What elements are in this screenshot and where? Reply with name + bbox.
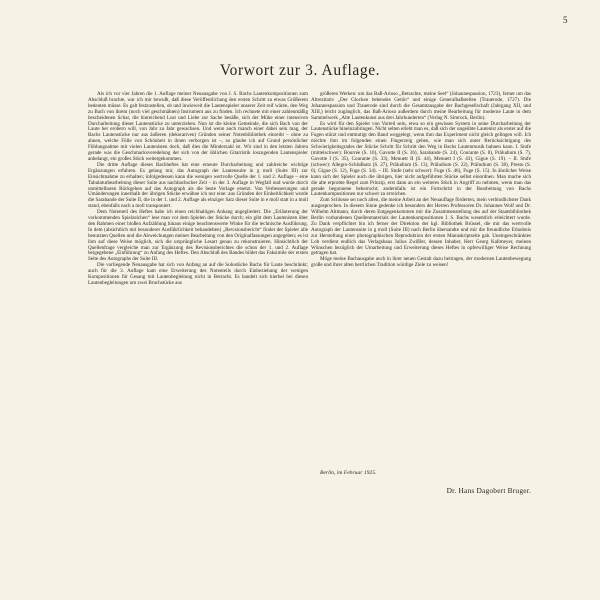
paragraph: Die vorliegende Neuausgabe hat sich von Anfang an auf die Solostücke Bachs für Laute beschränkt; auch für die 3. Auflage kam eine Erweiterung des Notenteils durch Einbeziehung der wenigen Kompositionen für Gesang mit Lautenbegleitung nicht in Betracht. Es handelt sich hierbei bei diesen Lautenbegleitungen um zwei Bruchstücke aus bbox=[88, 262, 308, 286]
page-number: 5 bbox=[563, 15, 568, 25]
author-signature: Dr. Hans Dagobert Bruger. bbox=[446, 486, 531, 495]
page-title: Vorwort zur 3. Auflage. bbox=[219, 62, 381, 80]
paragraph: Es wird für den Spieler von Vorteil sein, etwa so ein gewisses System in seine Durcharbeitung der Lautenstücke hineinzubringen. Nicht selten erlebt man es, daß sich der ungeübte Lautenist als erster auf die Fugen stürzt und entmutigt den Band weggelegt, wenn ihm das Experiment nicht gleich gelingen will. Ich möchte ihm im folgenden einen Fingerzeig geben, wie man sich unter Berücksichtigung des Schwierigkeitsgrades der Stücke Schritt für Schritt den Weg in Bachs Lautenmusik bahnen kann. I. Stufe (mittelschwer): Bourrée (S. 10), Gavotte II (S. 36), Sarabande (S. 24), Courante (S. 8), Präludium (S. 7), Gavotte I (S. 35), Courante (S. 33), Menuett II (S. 44), Menuett I (S. 43), Gigue (S. 19). – II. Stufe (schwer): Allegro-Schlußsatz (S. 27), Präludium (S. 13), Präludium (S. 22), Präludium (S. 38), Presto (S. 6), Gigue (S. 12), Fuge (S. 34). – III. Stufe (sehr schwer): Fuge (S. 46), Fuge (S. 15). In ähnlicher Weise kann sich der Spieler auch die übrigen, hier nicht aufgeführten Stücke selbst einordnen. Man mache sich die alte erprobte Regel zum Prinzip, erst dann an ein weiteres Stück in Angriff zu nehmen, wenn man das gerade begonnene beherrscht; andernfalls ist ein Fortschritt in der Bearbeitung von Bachs Lautenkompositionen nur schwer zu erreichen. bbox=[311, 120, 531, 198]
right-column bbox=[311, 92, 531, 269]
left-column bbox=[88, 92, 308, 287]
paragraph: Als ich vor vier Jahren die 1. Auflage meiner Neuausgabe von J. S. Bachs Lautenkompositionen zum Abschluß brachte, war ich mir bewußt, daß diese Veröffentlichung den ersten Schritt zu etwas Größerem bedeuten müsse. Es galt festzustellen, ob und inwieweit die Lautenspieler unserer Zeit reif wären, den Weg zu Bach von ihrem (noch viel geschmähten) Instrument aus zu finden. Ich rechnete mit einer zahlenmäßig bescheidenen Schar, die hinreichend Lust und Liebe zur Sache besäße, sich der Mühe einer intensiven Durcharbeitung dieser Lautenstücke zu unterziehen. Nun ist die kleine Gemeinde, die sich Bach von der Laute her erobern will, von Jahr zu Jahr gewachsen. Und wenn auch manch einer dabei sein mag, der Bachs Lautenstücke nur aus äußeren (dekorativen) Gründen seiner Notenbibliothek einreiht – ohne zu ahnen, welche Fülle von Schönheit in ihnen verborgen ist –, so glaube ich auf Grund persönlicher Fühlungnahme mit vielen Lautenisten doch, daß dies die Minderzahl ist. Wir sind in den letzten Jahren gerade was die Geschmacksveredelung der sich von der üblichen Gitarristik loszugenden Lautenspieler anbelangt, ein großes Stück weitergekommen. bbox=[88, 91, 308, 162]
paragraph: Die dritte Auflage dieses Bachheftes hat eine erneute Durcharbeitung und zahlreiche wichtige Ergänzungen erfahren. Es gelang mir, das Autograph der Lautensuite in g moll (Suite III) zur Einsichtnahme zu erhalten; infolgedessen kann die wenigen wertvolle Quelle der 1. und 2. Auflage – eine Tabulaturbearbeitung dieser Suite aus nachbachscher Zeit – in der 3. Auflage in Wegfall und wurde durch unmittelbaren Rückgehen auf das Autograph als die beste Vorlage ersetzt. Von Verbesserungen und Umänderungen innerhalb der übrigen Stücke erwähne ich nur eine: aus Gründen der Einheitlichkeit wurde die Sarabande der Suite II, die in der 1. und 2. Auflage als einziger Satz dieser Suite in e moll statt in a moll stand, ebenfalls nach a moll transponiert. bbox=[88, 161, 308, 210]
paragraph: Zum Schlusse sei noch allen, die meine Arbeit an der Neuauflage förderten, mein verbindlichster Dank ausgesprochen. In diesem Sinne gedenke ich besonders der Herren Professoren Dr. Johannes Wolf und Dr. Wilhelm Altmann, durch deren Entgegenkommen mir die Zusammenstellung des auf der Staatsbibliothek Berlin vorhandenen Quellenmaterials der Lautenkompositionen J. S. Bachs wesentlich erleichtert wurde. Zu Dank verpflichtet bin ich ferner der Direktion der kgl. Bibliothek Brüssel, die mir das wertvolle Autograph der Lautensuite in g moll (Suite III) nach Berlin übersandte und mir die freundliche Erlaubnis zur Herstellung einer photographischen Reproduktion der ersten Manuskriptseite gab. Uneingeschränktes Lob verdient endlich das Verlagshaus Julius Zwißler, dessen Inhaber, Herr Georg Kallmeyer, meinen Wünschen bezüglich der Umarbeitung und Erweiterung dieses Heftes in opferwilliger Weise Rechnung getragen hat. bbox=[311, 197, 531, 257]
paragraph: Dem Notenteil des Heftes habe ich einen reichhaltigen Anhang angegliedert. Die „Erläuterung der vorkommenden Spielzeichen“ lese man vor dem Spielen der Stücke durch; ein gibt dem Lautenisten über den Rahmen einer bloßen Aufzählung hinaus einige beachtenswerte Winke für die technische Ausführung. In dem (absichtlich mit besonderer Ausführlichkeit behandelten) „Revisionsbericht“ findet der Spieler alle benutzten Quellen und die Abweichungen meiner Bearbeitung von den Originalfassungen angegeben; es ist ihm auf diese Weise möglich, sich die ursprüngliche Lesart genau zu rekonstruieren. Hinsichtlich der Quellenfrage vergleiche man zur Ergänzung des Revisionsberichtes die schon der 1. und 2. Auflage beigegebene „Einführung“ zu Anfang des Heftes. Den Abschluß des Bandes bildet das Faksimile der ersten Seite des Autographs der Suite III. bbox=[88, 209, 308, 263]
paragraph: Möge meine Bachausgabe auch in ihrer neuen Gestalt dazu beitragen, der modernen Lautenbewegung große und ihrer alten herrlichen Tradition würdige Ziele zu weisen! bbox=[311, 256, 531, 269]
paragraph: größeren Werken: um das Baß-Arioso „Betrachte, meine Seel“ (Johannespassion, 1723), ferner um das Altrezitativ „Der Glocken bebendes Getön“ und einige Generalbaßstellen (Trauerode, 1727). Die Johannespassion und Trauerode sind durch die Gesamtausgabe der Bachgesellschaft (Jahrgang XII, und XIII,) leicht zugänglich, das Baß-Arioso außerdem durch meine Bearbeitung für moderne Laute in dem Sammelwerk „Alte Lautenkunst aus drei Jahrhunderten“ (Verlag N. Simrock, Berlin). bbox=[311, 91, 531, 121]
date-line: Berlin, im Februar 1925. bbox=[320, 470, 377, 476]
